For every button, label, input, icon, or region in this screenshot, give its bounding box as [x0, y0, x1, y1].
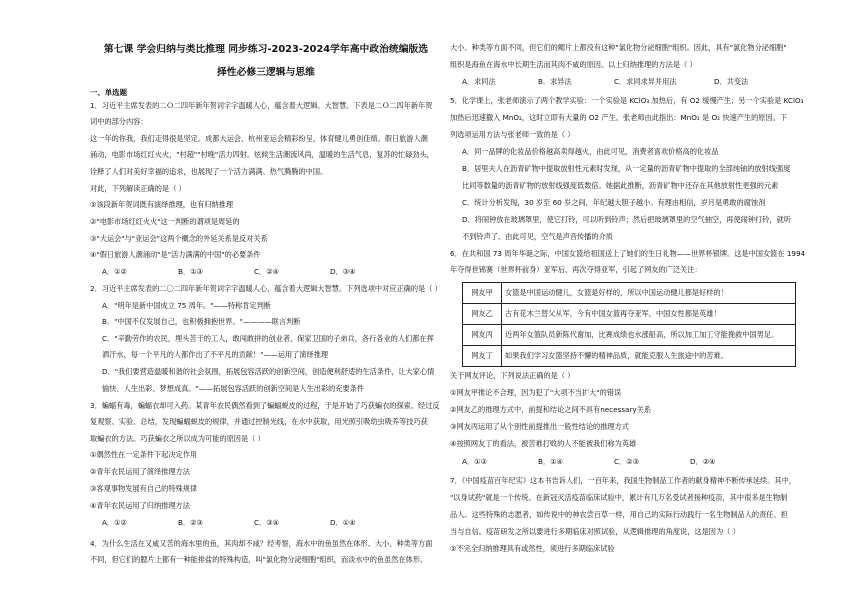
- q3-option-c: C．③④: [254, 518, 280, 527]
- table-cell-text: 古有花木兰替父从军，今有中国女篮再夺亚军，中国女性都是英雄！: [502, 304, 796, 325]
- right-line: ④按照网友丁的看法，被苦难打败的人不能被我们称为英雄: [450, 439, 637, 448]
- right-line: 大小、种类等方面不同，但它们的鳃片上都没有这种"氯化物分泌细胞"组织。因此，具有"氯化物分泌细胞": [450, 43, 787, 52]
- section-heading: 一、单选题: [90, 88, 127, 97]
- left-line: C．"辛勤劳作的农民，埋头苦干的工人，敢闯敢拼的创业者，保家卫国的子弟兵，各行各业的人们都在挥: [102, 334, 434, 343]
- table-cell-text: 近两年女篮队员新陈代谢加，比赛成绩也水涨船高，所以加工加工守能挽救中国男足。: [502, 325, 796, 346]
- left-line: ③客观事物发展有自己的特殊规律: [90, 484, 198, 493]
- q6-option-c: C．②③: [614, 457, 640, 466]
- right-line: 比同等数量的沥青矿物的放射线强度低数倍。她据此推断，沥青矿物中还存在其他放射性更强的元素: [462, 181, 779, 190]
- q1-option-d: D．③④: [330, 267, 356, 276]
- right-line: 年夺得世锦赛（世界杯前身）亚军后，再次夺得亚军，引起了网友的广泛关注：: [450, 265, 702, 274]
- q3-option-a: A．①②: [102, 518, 127, 527]
- title-line-1: 第七课 学会归纳与类比推理 同步练习-2023-2024学年高中政治统编版选: [103, 44, 429, 55]
- table-cell-who: 网友乙: [463, 304, 502, 325]
- table-row: [463, 346, 796, 367]
- right-line: A．同一品牌的化妆品价格越高卖得越火，由此可见，消费者喜欢价格高的化妆品: [462, 147, 719, 156]
- left-line: ④"假日旅游人潮涌动"是"活力满满的中国"的必要条件: [90, 250, 261, 259]
- left-line: 4．为什么生活在又咸又苦的海水里的鱼，其肉却不咸？经考察，海水中的鱼虽然在体形、大小、种类等方面: [90, 539, 433, 548]
- table-row: [463, 283, 796, 304]
- right-line: 关于网友评论，下列说法正确的是（ ）: [450, 371, 575, 380]
- right-line: ①不完全归纳推理具有或然性，须进行多期临床试验: [450, 544, 615, 553]
- q6-option-d: D．②④: [690, 457, 716, 466]
- right-line: ①网友甲推论不合理，因为犯了"大项不当扩大"的错误: [450, 388, 622, 397]
- table-cell-text: 如果我们学习女篮坚持不懈的精神品质，就能克服人生旅途中的苦难。: [502, 346, 796, 367]
- left-line: ②青年农民运用了演绎推理方法: [90, 467, 190, 476]
- q1-options: [102, 268, 390, 275]
- q1-option-a: A．①②: [102, 267, 127, 276]
- left-line: 2．习近平主席发表的二〇二四年新年贺词字字温暖人心，蕴含着大逻辑大智慧。下列选项中对应正确的是（ ）: [90, 284, 442, 293]
- left-line: 3．蝙蝠有毒，蝙蝠衣却可入药。某青年农民偶然看到了蝙蝠蜕皮的过程，于是开始了巧获蝙衣的探索。经过反: [90, 401, 440, 410]
- left-line: 这一年的你我，我们走得很是坚定。成都大运会、杭州亚运会精彩纷呈，体育健儿勇创佳绩。假日旅游人潮: [90, 134, 428, 143]
- left-line: 词中的部分内容：: [90, 117, 148, 126]
- right-line: C．统计分析发现，30 岁至 60 岁之间，年纪越大胆子越小。有理由相信，岁月是勇敢的腐蚀剂: [462, 198, 766, 207]
- left-line: 不同，但它们的腮片上都有一种能排盐的特殊构造，叫"氯化物分泌细胞"组织，而淡水中的鱼虽然在体形、: [90, 555, 428, 564]
- left-line: B．"中国不仅发展自己，也积极拥抱世界。"————联言判断: [102, 317, 301, 326]
- right-line: 当与自信。疫苗研发之所以要进行多期临床对照试验，从逻辑推理的角度说，这是因为（ ）: [450, 527, 740, 536]
- right-line: B．居里夫人在沥青矿物中提取放射性元素时发现，从一定量的沥青矿物中提取的全部纯铀的放射线强度: [462, 164, 791, 173]
- q4-option-d: D．共变法: [714, 77, 749, 86]
- left-line: 对此，下列解读正确的是（ ）: [90, 184, 186, 193]
- table-cell-who: 网友丙: [463, 325, 502, 346]
- left-line: 1．习近平主席发表的二Ｏ二四年新年贺词字字温暖人心，蕴含着大逻辑、大智慧。下表是二Ｏ二四年新年贺: [90, 101, 433, 110]
- right-line: 7．《中国疫苗百年纪实》这本书告诉人们，一百年来，我国生物制品工作者的献身精神不断传承延续。其中，: [450, 476, 796, 485]
- left-line: A．"明年是新中国成立 75 周年。"——特称肯定判断: [102, 301, 271, 310]
- right-line: 组织是海鱼在海水中长期生活而其肉不咸的原因。以上归纳推理的方法是（ ）: [450, 60, 697, 69]
- table-cell-who: 网友甲: [463, 283, 502, 304]
- left-line: ①偶然性在一定条件下起决定作用: [90, 450, 198, 459]
- q4-option-c: C．求同求异并用法: [614, 77, 677, 86]
- right-line: ③网友丙运用了从个别性前提推出一般性结论的推理方式: [450, 422, 629, 431]
- left-line: 诠释了人们对美好幸福的追求，也展现了一个活力满满、热气腾腾的中国。: [90, 167, 328, 176]
- right-line: D．将闹钟放在玻璃罩里，使它打铃，可以听到铃声；然后把玻璃罩里的空气抽空，再使闹钟打铃，就听: [462, 215, 791, 224]
- q3-option-b: B．②③: [178, 518, 204, 527]
- q1-option-b: B．①③: [178, 267, 204, 276]
- left-line: 洒汗水，每一个平凡的人都作出了不平凡的贡献！"——运用了演绎推理: [102, 350, 329, 359]
- right-line: 加热后迅速撒入 MnO₂，这时立即有大量的 O2 产生。张老师由此指出：MnO₂ 是 O₂ 快速产生的原因。下: [450, 113, 788, 122]
- left-line: 复观察、实验、总结，发现蝙蝠蜕皮的规律，并通过控制光线，在水中获取，用光照引吸幼虫吸养等技巧获: [90, 417, 428, 426]
- q4-option-a: A．求同法: [462, 77, 496, 86]
- right-line: 6．在共和国 73 周年华诞之际，中国女篮给祖国送上了她们的生日礼物——世界杯银牌。这是中国女篮在 1994: [450, 249, 806, 258]
- q6-option-a: A．①③: [462, 457, 487, 466]
- table-cell-text: 女篮是中国运动健儿，女篮是好样的，所以中国运动健儿都是好样的！: [502, 283, 796, 304]
- netizen-table: [462, 282, 796, 367]
- table-row: [463, 304, 796, 325]
- table-cell-who: 网友丁: [463, 346, 502, 367]
- left-line: ③"大运会"与"亚运会"这两个概念的外延关系是反对关系: [90, 234, 268, 243]
- left-line: ②"电影市场红红火火"这一判断的谓项是周延的: [90, 217, 240, 226]
- left-line: 取蝙衣的方法。巧获蝙衣之所以成为可能的原因是（ ）: [90, 434, 265, 443]
- left-line: D．"我们要营造温暖和谐的社会氛围，拓展包容活跃的创新空间，创造便利舒适的生活条件，让大家心情: [102, 367, 435, 376]
- q3-options: [102, 519, 390, 526]
- right-line: 5．化学课上，张老师演示了两个教学实验：一个实验是 KClO₃ 加热后，有 O2 缓慢产生；另一个实验是 KClO₃: [450, 96, 804, 105]
- right-line: 列选项运用方法与张老师一致的是（ ）: [450, 130, 575, 139]
- left-line: 愉快、人生出彩、梦想成真。"——拓展包容活跃的创新空间是人生出彩的充要条件: [102, 384, 365, 393]
- q1-option-c: C．②④: [254, 267, 280, 276]
- right-line: 不到铃声了。由此可见，空气是声音传播的介质: [462, 232, 613, 241]
- right-line: 品人。这些特殊的志愿者，如传说中的神农尝百草一样，用自己的实际行动践行一名生物制品人的责任、担: [450, 510, 788, 519]
- right-line: "以身试药"就是一个传统。在新冠灭活疫苗临床试验中，累计有几万名受试者接种疫苗，其中很多是生物制: [450, 493, 788, 502]
- left-line: ①该段新年贺词既有演绎推理，也有归纳推理: [90, 200, 234, 209]
- left-line: 涌动，电影市场红红火火，"村超""村晚"活力四射。炫候生活潮流风尚，温暖的生活气息，复苏的忙碌劲头，: [90, 150, 434, 159]
- q6-options: [462, 458, 750, 465]
- q4-option-b: B．求异法: [538, 77, 572, 86]
- right-line: ②网友乙的推理方式中，前提和结论之间不具有necessary关系: [450, 405, 652, 414]
- q3-option-d: D．①④: [330, 518, 356, 527]
- title-line-2: 择性必修三逻辑与思维: [217, 67, 315, 78]
- left-line: ④青年农民运用了归纳推理方法: [90, 501, 190, 510]
- table-row: [463, 325, 796, 346]
- document-title: [90, 38, 442, 84]
- q6-option-b: B．①④: [538, 457, 564, 466]
- q4-options: [462, 78, 774, 85]
